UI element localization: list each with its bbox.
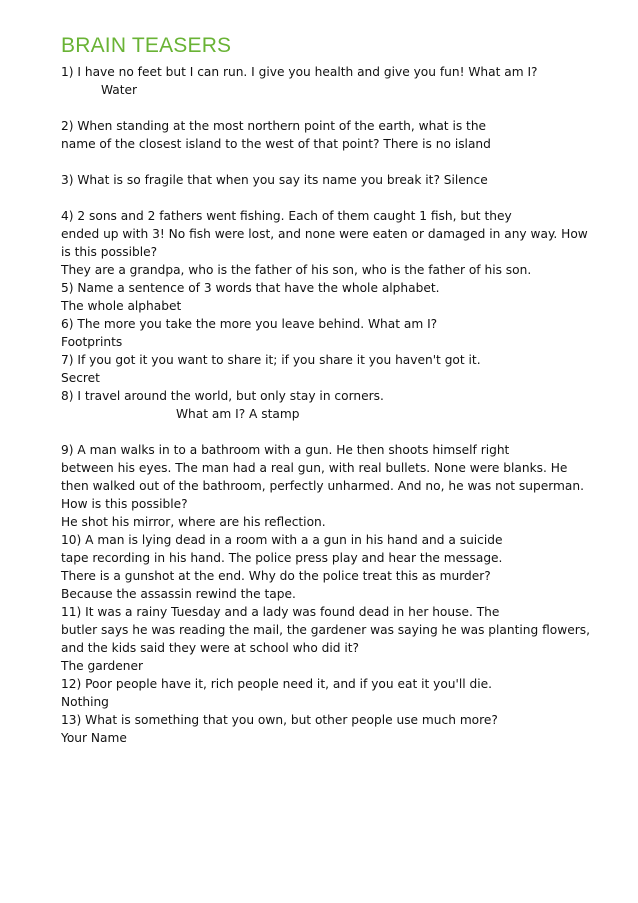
text-line: 8) I travel around the world, but only stay in corners. [61, 389, 384, 403]
text-line: There is a gunshot at the end. Why do the police treat this as murder? [61, 569, 491, 583]
text-line: The whole alphabet [61, 299, 182, 313]
text-line: between his eyes. The man had a real gun, with real bullets. None were blanks. He [61, 461, 568, 475]
text-line: is this possible? [61, 245, 158, 259]
text-line: Your Name [61, 731, 127, 745]
text-line: 5) Name a sentence of 3 words that have the whole alphabet. [61, 281, 440, 295]
text-line: How is this possible? [61, 497, 188, 511]
text-line: What am I? A stamp [176, 407, 300, 421]
text-line: and the kids said they were at school who did it? [61, 641, 360, 655]
text-line: 4) 2 sons and 2 fathers went fishing. Each of them caught 1 fish, but they [61, 209, 512, 223]
text-line: 9) A man walks in to a bathroom with a gun. He then shoots himself right [61, 443, 510, 457]
text-line: 12) Poor people have it, rich people need it, and if you eat it you'll die. [61, 677, 493, 691]
text-line: Footprints [61, 335, 123, 349]
text-line: They are a grandpa, who is the father of his son, who is the father of his son. [61, 263, 532, 277]
text-line: then walked out of the bathroom, perfectly unharmed. And no, he was not superman. [61, 479, 584, 493]
text-line: name of the closest island to the west of that point? There is no island [61, 137, 491, 151]
text-line: 13) What is something that you own, but other people use much more? [61, 713, 498, 727]
text-line: ended up with 3! No fish were lost, and none were eaten or damaged in any way. How [61, 227, 588, 241]
text-line: He shot his mirror, where are his reflection. [61, 515, 326, 529]
text-line: butler says he was reading the mail, the gardener was saying he was planting flowers, [61, 623, 590, 637]
page-title: BRAIN TEASERS [61, 34, 232, 57]
text-line: 11) It was a rainy Tuesday and a lady was found dead in her house. The [61, 605, 500, 619]
text-line: The gardener [61, 659, 144, 673]
text-line: Secret [61, 371, 100, 385]
text-line: Water [101, 83, 138, 97]
text-line: Nothing [61, 695, 109, 709]
text-line: 3) What is so fragile that when you say its name you break it? Silence [61, 173, 488, 187]
text-line: 2) When standing at the most northern point of the earth, what is the [61, 119, 487, 133]
text-line: 7) If you got it you want to share it; if you share it you haven't got it. [61, 353, 481, 367]
text-line: 10) A man is lying dead in a room with a a gun in his hand and a suicide [61, 533, 503, 547]
text-line: tape recording in his hand. The police press play and hear the message. [61, 551, 503, 565]
text-line: Because the assassin rewind the tape. [61, 587, 296, 601]
text-line: 1) I have no feet but I can run. I give you health and give you fun! What am I? [61, 65, 538, 79]
text-line: 6) The more you take the more you leave behind. What am I? [61, 317, 438, 331]
